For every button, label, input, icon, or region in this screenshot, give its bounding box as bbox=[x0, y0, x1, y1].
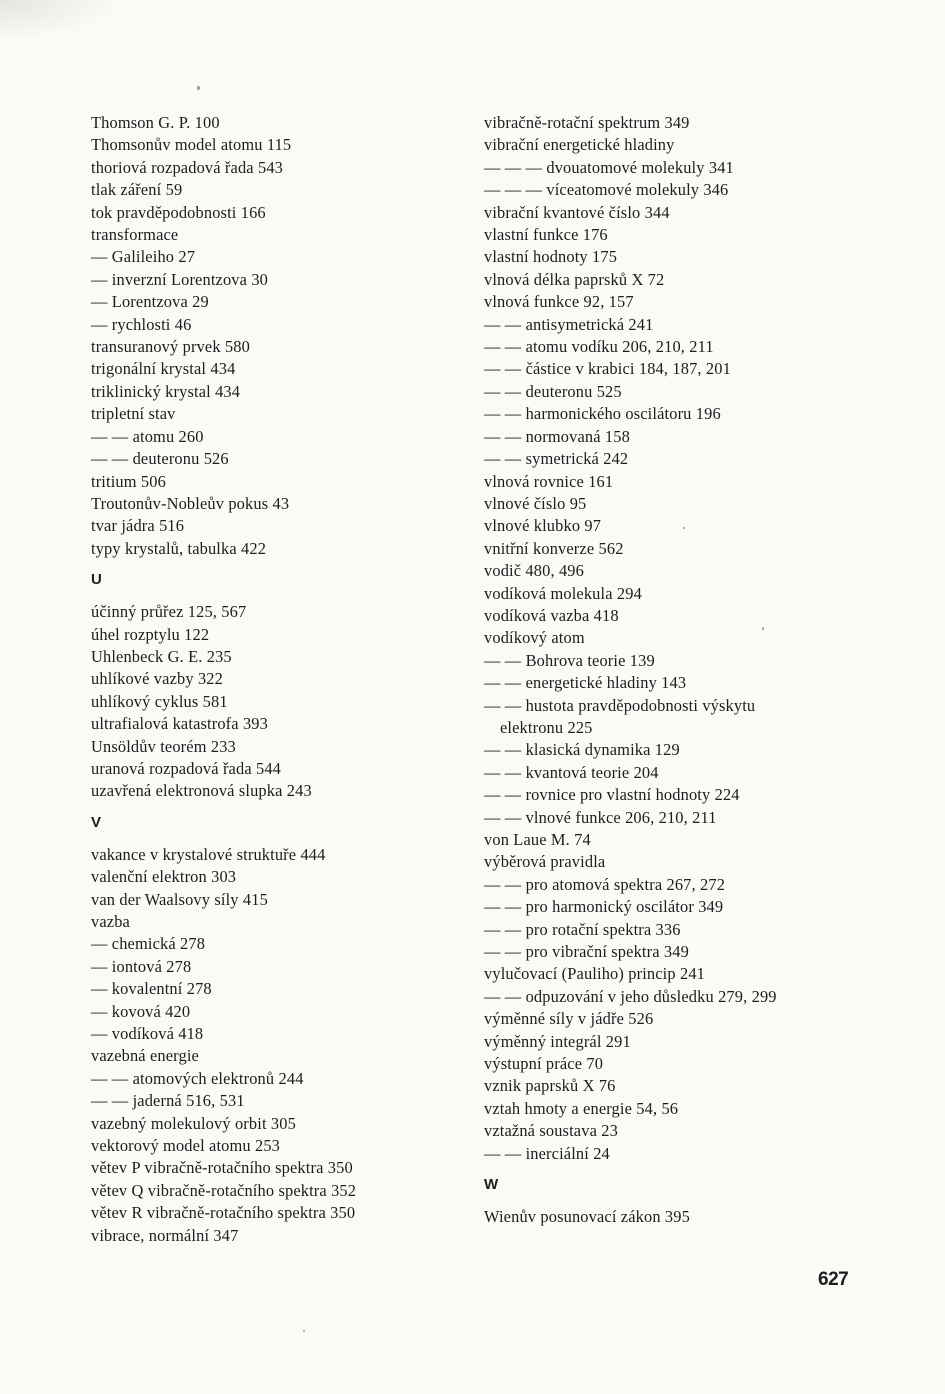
index-column-left bbox=[91, 112, 431, 1247]
index-entry: — — rovnice pro vlastní hodnoty 224 bbox=[484, 785, 740, 805]
section-heading: W bbox=[484, 1176, 499, 1194]
index-entry: vylučovací (Pauliho) princip 241 bbox=[484, 964, 706, 984]
index-entry: Thomson G. P. 100 bbox=[91, 113, 220, 132]
index-entry: Unsöldův teorém 233 bbox=[91, 736, 236, 756]
index-entry: von Laue M. 74 bbox=[484, 830, 591, 849]
index-entry: vlastní funkce 176 bbox=[484, 225, 608, 245]
index-entry: uhlíkový cyklus 581 bbox=[91, 691, 228, 711]
index-entry: tripletní stav bbox=[91, 404, 176, 424]
index-entry: uzavřená elektronová slupka 243 bbox=[91, 781, 312, 801]
index-entry: výběrová pravidla bbox=[484, 852, 606, 872]
scan-speck bbox=[303, 1330, 305, 1332]
index-entry: vlnové klubko 97 bbox=[484, 516, 602, 536]
index-entry: vodíkový atom bbox=[484, 628, 585, 648]
index-entry: vlnová délka paprsků X 72 bbox=[484, 269, 665, 289]
index-entry: vibračně-rotační spektrum 349 bbox=[484, 113, 690, 132]
section-heading: U bbox=[91, 571, 102, 589]
index-entry: tlak záření 59 bbox=[91, 180, 183, 200]
index-entry: transuranový prvek 580 bbox=[91, 337, 250, 357]
index-entry: — — jaderná 516, 531 bbox=[91, 1091, 245, 1111]
index-entry: vibrační kvantové číslo 344 bbox=[484, 202, 670, 222]
index-entry: — — antisymetrická 241 bbox=[484, 314, 654, 334]
index-entry: Troutonův-Nobleův pokus 43 bbox=[91, 493, 290, 513]
index-entry: — — vlnové funkce 206, 210, 211 bbox=[484, 807, 717, 827]
index-entry: van der Waalsovy síly 415 bbox=[91, 889, 268, 909]
index-entry: uranová rozpadová řada 544 bbox=[91, 758, 282, 778]
index-entry: vlnové číslo 95 bbox=[484, 493, 587, 513]
index-entry: výměnné síly v jádře 526 bbox=[484, 1009, 654, 1029]
page-corner-shadow bbox=[0, 0, 120, 40]
index-entry: — Lorentzova 29 bbox=[91, 292, 209, 312]
index-entry: tvar jádra 516 bbox=[91, 516, 185, 536]
index-entry: — — normovaná 158 bbox=[484, 426, 630, 446]
scan-speck bbox=[762, 627, 764, 630]
index-entry: — — — dvouatomové molekuly 341 bbox=[484, 157, 734, 177]
index-entry: výstupní práce 70 bbox=[484, 1054, 604, 1074]
index-entry: — — klasická dynamika 129 bbox=[484, 740, 680, 760]
index-entry: — — pro atomová spektra 267, 272 bbox=[484, 874, 726, 894]
index-entry: vibrační energetické hladiny bbox=[484, 135, 675, 155]
index-entry: — — Bohrova teorie 139 bbox=[484, 650, 655, 670]
index-entry: elektronu 225 bbox=[500, 717, 593, 737]
index-entry: — — pro rotační spektra 336 bbox=[484, 919, 681, 939]
index-column-right bbox=[484, 112, 864, 1229]
index-entry: — inverzní Lorentzova 30 bbox=[91, 269, 269, 289]
index-entry: — — odpuzování v jeho důsledku 279, 299 bbox=[484, 986, 777, 1006]
index-entry: — chemická 278 bbox=[91, 934, 206, 954]
index-entry: větev R vibračně-rotačního spektra 350 bbox=[91, 1203, 356, 1223]
index-entry: vlastní hodnoty 175 bbox=[484, 247, 618, 267]
index-entry: triklinický krystal 434 bbox=[91, 381, 241, 401]
index-entry: Thomsonův model atomu 115 bbox=[91, 135, 292, 155]
index-entry: Uhlenbeck G. E. 235 bbox=[91, 646, 232, 666]
index-entry: vlnová funkce 92, 157 bbox=[484, 292, 634, 312]
index-entry: — — — víceatomové molekuly 346 bbox=[484, 180, 729, 200]
index-entry: uhlíkové vazby 322 bbox=[91, 669, 223, 689]
index-entry: vodíková molekula 294 bbox=[484, 583, 642, 603]
index-entry: vnitřní konverze 562 bbox=[484, 538, 624, 558]
index-entry: vakance v krystalové struktuře 444 bbox=[91, 844, 326, 864]
index-entry: vodič 480, 496 bbox=[484, 561, 584, 581]
index-entry: tok pravděpodobnosti 166 bbox=[91, 202, 266, 222]
index-entry: — — inerciální 24 bbox=[484, 1143, 610, 1163]
index-entry: — — energetické hladiny 143 bbox=[484, 673, 687, 693]
index-entry: úhel rozptylu 122 bbox=[91, 624, 210, 644]
index-entry: — iontová 278 bbox=[91, 956, 192, 976]
index-entry: trigonální krystal 434 bbox=[91, 359, 236, 379]
index-entry: vlnová rovnice 161 bbox=[484, 471, 614, 491]
index-entry: větev Q vibračně-rotačního spektra 352 bbox=[91, 1180, 357, 1200]
index-entry: valenční elektron 303 bbox=[91, 867, 237, 887]
index-entry: vektorový model atomu 253 bbox=[91, 1136, 281, 1156]
index-entry: — Galileiho 27 bbox=[91, 247, 196, 267]
index-entry: — rychlosti 46 bbox=[91, 314, 192, 334]
index-entry: — — hustota pravděpodobnosti výskytu bbox=[484, 695, 756, 715]
index-entry: — — atomových elektronů 244 bbox=[91, 1068, 304, 1088]
scan-speck bbox=[197, 86, 200, 90]
section-heading: V bbox=[91, 813, 102, 831]
index-entry: — — deuteronu 525 bbox=[484, 381, 622, 401]
index-entry: — vodíková 418 bbox=[91, 1024, 204, 1044]
index-entry: ultrafialová katastrofa 393 bbox=[91, 714, 268, 734]
index-entry: vztah hmoty a energie 54, 56 bbox=[484, 1098, 679, 1118]
index-entry: vztažná soustava 23 bbox=[484, 1121, 618, 1141]
index-entry: — — symetrická 242 bbox=[484, 449, 629, 469]
index-entry: vazba bbox=[91, 912, 130, 931]
index-entry: — — kvantová teorie 204 bbox=[484, 762, 659, 782]
index-entry: účinný průřez 125, 567 bbox=[91, 602, 247, 622]
index-entry: — — atomu 260 bbox=[91, 426, 204, 446]
index-entry: větev P vibračně-rotačního spektra 350 bbox=[91, 1158, 353, 1178]
index-entry: vazebná energie bbox=[91, 1046, 199, 1066]
index-entry: vazebný molekulový orbit 305 bbox=[91, 1113, 296, 1133]
index-entry: — — atomu vodíku 206, 210, 211 bbox=[484, 337, 714, 357]
index-entry: thoriová rozpadová řada 543 bbox=[91, 157, 284, 177]
index-entry: — — harmonického oscilátoru 196 bbox=[484, 404, 721, 424]
index-entry: typy krystalů, tabulka 422 bbox=[91, 538, 267, 558]
page-number: 627 bbox=[818, 1269, 849, 1290]
index-entry: tritium 506 bbox=[91, 471, 166, 491]
index-entry: — kovalentní 278 bbox=[91, 979, 212, 999]
index-entry: Wienův posunovací zákon 395 bbox=[484, 1207, 690, 1227]
index-entry: — kovová 420 bbox=[91, 1001, 191, 1021]
index-entry: výměnný integrál 291 bbox=[484, 1031, 631, 1051]
index-entry: vznik paprsků X 76 bbox=[484, 1076, 616, 1096]
index-entry: vodíková vazba 418 bbox=[484, 605, 619, 625]
index-entry: — — částice v krabici 184, 187, 201 bbox=[484, 359, 731, 379]
index-entry: transformace bbox=[91, 225, 179, 245]
index-entry: — — deuteronu 526 bbox=[91, 449, 229, 469]
index-entry: vibrace, normální 347 bbox=[91, 1225, 239, 1245]
index-entry: — — pro vibrační spektra 349 bbox=[484, 942, 689, 962]
index-entry: — — pro harmonický oscilátor 349 bbox=[484, 897, 724, 917]
scan-speck bbox=[683, 527, 685, 529]
